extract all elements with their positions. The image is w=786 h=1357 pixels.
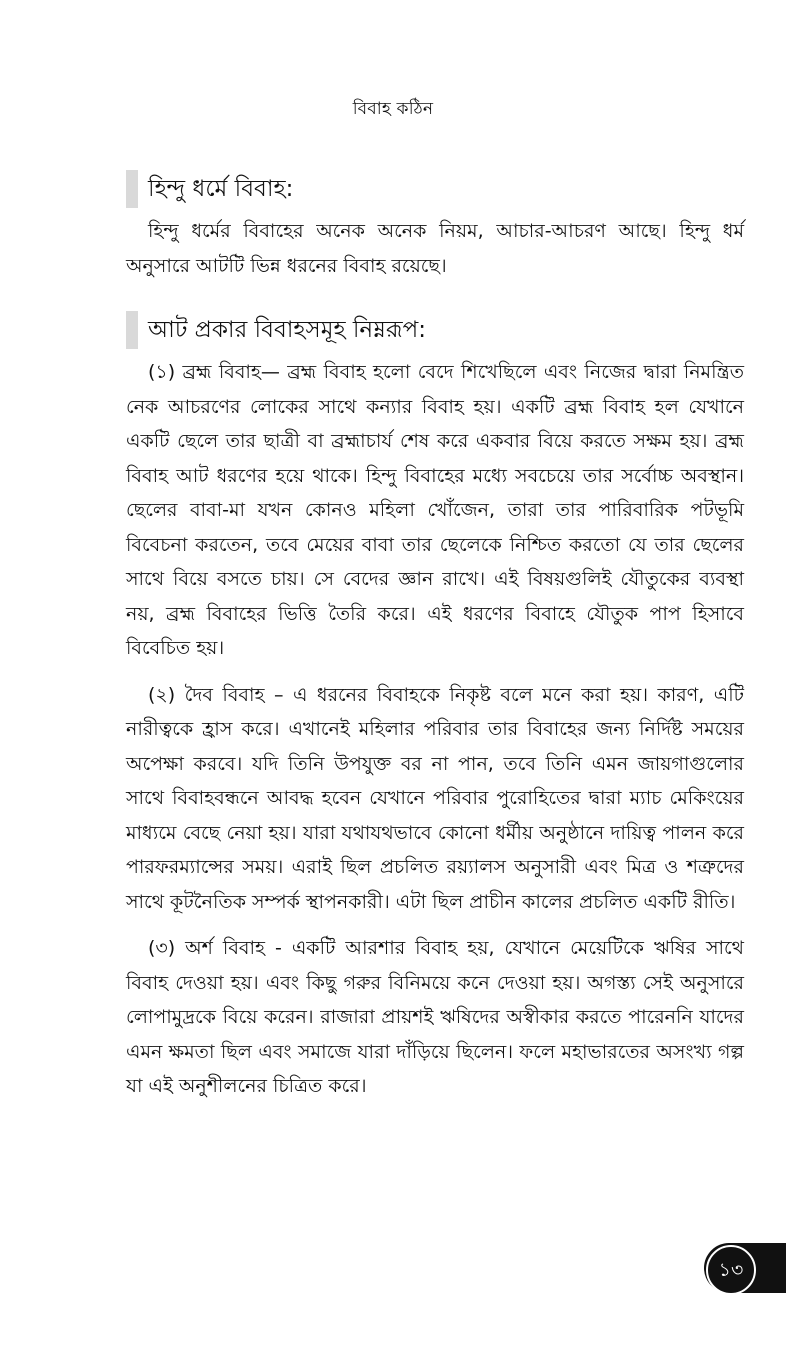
section-heading-hindu-marriage bbox=[126, 168, 744, 210]
paragraph-intro: হিন্দু ধর্মের বিবাহের অনেক অনেক নিয়ম, আচার-আচরণ আছে। হিন্দু ধর্ম অনুসারে আটটি ভিন্ন ধরনের বিবাহ রয়েছে। bbox=[126, 220, 744, 277]
paragraph-arsha-marriage: (৩) অর্শ বিবাহ - একটি আরশার বিবাহ হয়, যেখানে মেয়েটিকে ঋষির সাথে বিবাহ দেওয়া হয়। এবং কিছু গরুর বিনিময়ে কনে দেওয়া হয়। অগস্ত্য সেই অনুসারে লোপামুদ্রকে বিয়ে করেন। রাজারা প্রায়শই ঋষিদের অস্বীকার করতে পারেননি যাদের এমন ক্ষমতা ছিল এবং সমাজে যারা দাঁড়িয়ে ছিলেন। ফলে মহাভারতের অসংখ্য গল্প যা এই অনুশীলনের চিত্রিত করে। bbox=[126, 937, 744, 1097]
heading-marker-bar bbox=[126, 311, 138, 349]
running-header: বিবাহ কঠিন bbox=[352, 99, 434, 119]
section-heading-text: হিন্দু ধর্মে বিবাহ: bbox=[148, 176, 294, 202]
section-heading-text: আট প্রকার বিবাহসমূহ নিম্নরূপ: bbox=[148, 317, 426, 343]
page-number: ১৩ bbox=[706, 1245, 756, 1295]
paragraph-daiva-marriage: (২) দৈব বিবাহ – এ ধরনের বিবাহকে নিকৃষ্ট বলে মনে করা হয়। কারণ, এটি নারীত্বকে হ্রাস করে। এখানেই মহিলার পরিবার তার বিবাহের জন্য নির্দিষ্ট সময়ের অপেক্ষা করবে। যদি তিনি উপযুক্ত বর না পান, তবে তিনি এমন জায়গাগুলোর সাথে বিবাহবন্ধনে আবদ্ধ হবেন যেখানে পরিবার পুরোহিতের দ্বারা ম্যাচ মেকিংয়ের মাধ্যমে বেছে নেয়া হয়। যারা যথাযথভাবে কোনো ধর্মীয় অনুষ্ঠানে দায়িত্ব পালন করে পারফরম্যান্সের সময়। এরাই ছিল প্রচলিত রয়্যালস অনুসারী এবং মিত্র ও শত্রুদের সাথে কূটনৈতিক সম্পর্ক স্থাপনকারী। এটা ছিল প্রাচীন কালের প্রচলিত একটি রীতি। bbox=[126, 683, 744, 913]
page-body bbox=[126, 168, 744, 1104]
section-heading-eight-types bbox=[126, 309, 744, 351]
paragraph-brahma-marriage: (১) ব্রহ্ম বিবাহ— ব্রহ্ম বিবাহ হলো বেদে শিখেছিলে এবং নিজের দ্বারা নিমন্ত্রিত নেক আচরণের লোকের সাথে কন্যার বিবাহ হয়। একটি ব্রহ্ম বিবাহ হল যেখানে একটি ছেলে তার ছাত্রী বা ব্রহ্মাচার্য শেষ করে একবার বিয়ে করতে সক্ষম হয়। ব্রহ্ম বিবাহ আট ধরণের হয়ে থাকে। হিন্দু বিবাহের মধ্যে সবচেয়ে তার সর্বোচ্চ অবস্থান। ছেলের বাবা-মা যখন কোনও মহিলা খোঁজেন, তারা তার পারিবারিক পটভূমি বিবেচনা করতেন, তবে মেয়ের বাবা তার ছেলেকে নিশ্চিত করতো যে তার ছেলের সাথে বিয়ে বসতে চায়। সে বেদের জ্ঞান রাখে। এই বিষয়গুলিই যৌতুকের ব্যবস্থা নয়, ব্রহ্ম বিবাহের ভিত্তি তৈরি করে। এই ধরণের বিবাহে যৌতুক পাপ হিসাবে বিবেচিত হয়। bbox=[126, 361, 744, 659]
heading-marker-bar bbox=[126, 170, 138, 208]
